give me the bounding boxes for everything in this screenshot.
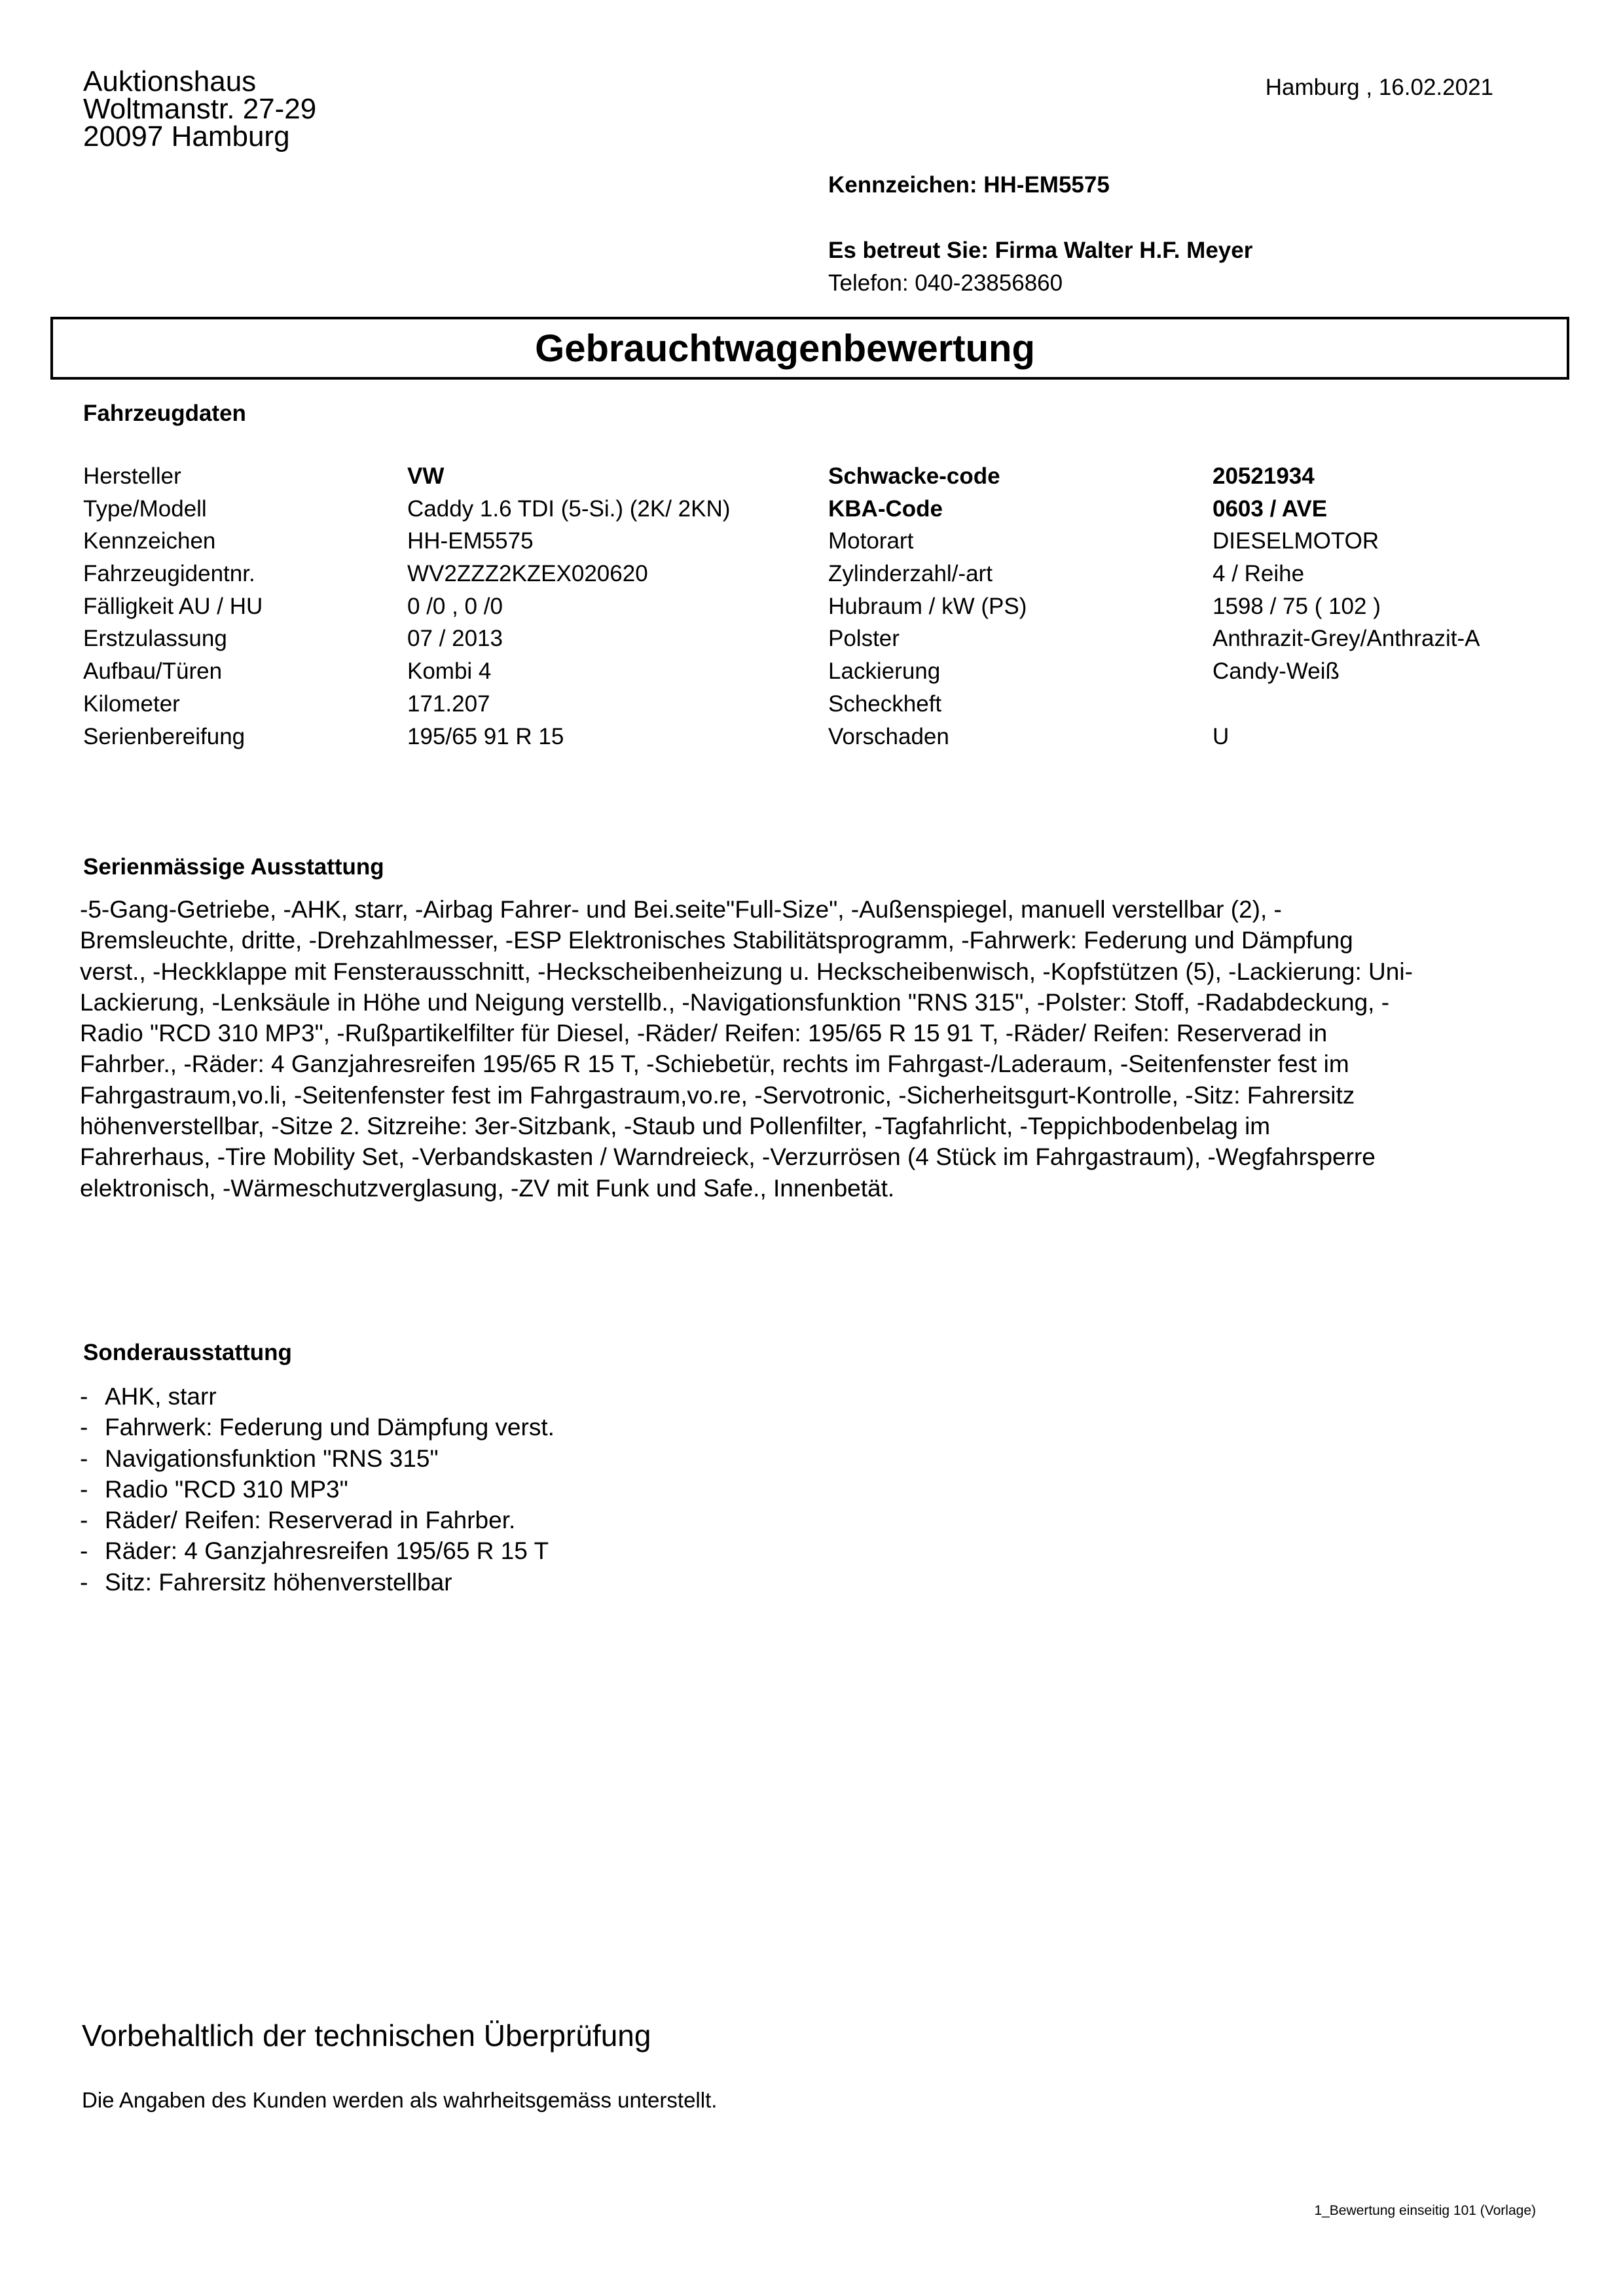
equipment-text-line: Lackierung, -Lenksäule in Höhe und Neigung verstellb., -Navigationsfunktion "RNS 315", -Polster: Stoff, -Radabdeckung, - (80, 988, 1390, 1016)
sender-address (83, 65, 317, 152)
row-label: Scheckheft (828, 691, 942, 717)
row-value: 195/65 91 R 15 (407, 723, 564, 749)
vehicle-data-row (83, 561, 1589, 594)
vehicle-data-heading: Fahrzeugdaten (83, 401, 246, 426)
document-date: Hamburg , 16.02.2021 (1265, 75, 1493, 100)
row-label: Motorart (828, 528, 914, 554)
bullet-dash: - (80, 1383, 88, 1410)
row-value: 171.207 (407, 691, 490, 717)
vehicle-data-row (83, 691, 1589, 724)
row-label: Kennzeichen (83, 528, 216, 554)
vehicle-data-row (83, 496, 1589, 529)
row-value: WV2ZZZ2KZEX020620 (407, 561, 648, 587)
list-item (80, 1412, 555, 1443)
row-label: Hersteller (83, 463, 181, 489)
row-value: DIESELMOTOR (1213, 528, 1379, 554)
row-label: Type/Modell (83, 495, 207, 522)
vehicle-data-row (83, 658, 1589, 691)
row-value: 07 / 2013 (407, 626, 503, 652)
row-value: 4 / Reihe (1213, 561, 1305, 587)
sender-name: Auktionshaus (83, 65, 257, 98)
vehicle-data-row (83, 594, 1589, 626)
row-value: U (1213, 723, 1230, 749)
row-label: Vorschaden (828, 723, 949, 749)
bullet-dash: - (80, 1444, 88, 1472)
row-label: Hubraum / kW (PS) (828, 593, 1027, 619)
reservation-note: Vorbehaltlich der technischen Überprüfung (82, 2018, 651, 2053)
license-plate-header: Kennzeichen: HH-EM5575 (828, 172, 1110, 198)
list-item (80, 1505, 555, 1535)
row-value: Candy-Weiß (1213, 658, 1340, 685)
list-item (80, 1443, 555, 1474)
document-title: Gebrauchtwagenbewertung (535, 327, 1035, 370)
row-label: Aufbau/Türen (83, 658, 223, 685)
row-value: HH-EM5575 (407, 528, 534, 554)
list-item-text: Radio "RCD 310 MP3" (105, 1475, 348, 1503)
list-item-text: Navigationsfunktion "RNS 315" (105, 1444, 439, 1472)
vehicle-data-row (83, 463, 1589, 496)
standard-equipment-text (80, 894, 1553, 1204)
disclaimer-note: Die Angaben des Kunden werden als wahrheitsgemäss unterstellt. (82, 2088, 718, 2112)
vehicle-data-row (83, 626, 1589, 658)
bullet-dash: - (80, 1568, 88, 1596)
row-label: Erstzulassung (83, 626, 227, 652)
list-item-text: Fahrwerk: Federung und Dämpfung verst. (105, 1414, 555, 1441)
sender-street: Woltmanstr. 27-29 (83, 93, 317, 125)
equipment-text-line: verst., -Heckklappe mit Fensterausschnitt, -Heckscheibenheizung u. Heckscheibenwisch, -Kopfstützen (5), -Lackierung: Uni- (80, 958, 1413, 985)
equipment-text-line: Radio "RCD 310 MP3", -Rußpartikelfilter für Diesel, -Räder/ Reifen: 195/65 R 15 91 T, -Räder/ Reifen: Reserverad in (80, 1020, 1328, 1047)
title-box (50, 317, 1569, 380)
row-label: Fälligkeit AU / HU (83, 593, 263, 619)
special-equipment-list (80, 1381, 555, 1598)
row-value: 0 /0 , 0 /0 (407, 593, 503, 619)
list-item-text: Sitz: Fahrersitz höhenverstellbar (105, 1568, 452, 1596)
list-item (80, 1535, 555, 1566)
row-value: Kombi 4 (407, 658, 492, 685)
row-value: 1598 / 75 ( 102 ) (1213, 593, 1381, 619)
equipment-text-line: -5-Gang-Getriebe, -AHK, starr, -Airbag Fahrer- und Bei.seite"Full-Size", -Außenspiegel, manuell verstellbar (2), - (80, 896, 1282, 923)
list-item-text: Räder: 4 Ganzjahresreifen 195/65 R 15 T (105, 1537, 549, 1565)
row-value: VW (407, 463, 445, 489)
row-value: Anthrazit-Grey/Anthrazit-A (1213, 626, 1480, 652)
bullet-dash: - (80, 1414, 88, 1441)
list-item-text: AHK, starr (105, 1383, 217, 1410)
equipment-text-line: Bremsleuchte, dritte, -Drehzahlmesser, -ESP Elektronisches Stabilitätsprogramm, -Fahrwerk: Federung und Dämpfung (80, 927, 1353, 954)
equipment-text-line: Fahrerhaus, -Tire Mobility Set, -Verbandskasten / Warndreieck, -Verzurrösen (4 Stück im Fahrgastraum), -Wegfahrsperre (80, 1143, 1376, 1171)
equipment-text-line: Fahrber., -Räder: 4 Ganzjahresreifen 195/65 R 15 T, -Schiebetür, rechts im Fahrgast-/Laderaum, -Seitenfenster fest im (80, 1050, 1349, 1078)
template-footer: 1_Bewertung einseitig 101 (Vorlage) (1314, 2203, 1536, 2218)
equipment-text-line: elektronisch, -Wärmeschutzverglasung, -ZV mit Funk und Safe., Innenbetät. (80, 1174, 895, 1202)
row-label: Schwacke-code (828, 463, 1000, 489)
sender-city: 20097 Hamburg (83, 120, 290, 152)
row-label: Serienbereifung (83, 723, 246, 749)
equipment-text-line: Fahrgastraum,vo.li, -Seitenfenster fest im Fahrgastraum,vo.re, -Servotronic, -Sicherheitsgurt-Kontrolle, -Sitz: Fahrersitz (80, 1081, 1355, 1109)
contact-person: Es betreut Sie: Firma Walter H.F. Meyer (828, 238, 1253, 263)
standard-equipment-heading: Serienmässige Ausstattung (83, 854, 384, 880)
vehicle-data-table (83, 463, 1589, 756)
row-label: Lackierung (828, 658, 941, 685)
vehicle-data-row (83, 724, 1589, 757)
list-item (80, 1474, 555, 1505)
row-value: 20521934 (1213, 463, 1315, 489)
row-label: KBA-Code (828, 495, 943, 522)
list-item-text: Räder/ Reifen: Reserverad in Fahrber. (105, 1507, 516, 1534)
bullet-dash: - (80, 1537, 88, 1565)
bullet-dash: - (80, 1475, 88, 1503)
special-equipment-heading: Sonderausstattung (83, 1340, 292, 1365)
vehicle-data-row (83, 528, 1589, 561)
row-label: Zylinderzahl/-art (828, 561, 993, 587)
contact-phone: Telefon: 040-23856860 (828, 270, 1063, 296)
list-item (80, 1381, 555, 1412)
row-label: Polster (828, 626, 900, 652)
equipment-text-line: höhenverstellbar, -Sitze 2. Sitzreihe: 3er-Sitzbank, -Staub und Pollenfilter, -Tagfahrlicht, -Teppichbodenbelag im (80, 1113, 1271, 1140)
row-value: 0603 / AVE (1213, 495, 1328, 522)
row-label: Fahrzeugidentnr. (83, 561, 255, 587)
row-label: Kilometer (83, 691, 180, 717)
bullet-dash: - (80, 1507, 88, 1534)
row-value: Caddy 1.6 TDI (5-Si.) (2K/ 2KN) (407, 495, 731, 522)
list-item (80, 1567, 555, 1598)
